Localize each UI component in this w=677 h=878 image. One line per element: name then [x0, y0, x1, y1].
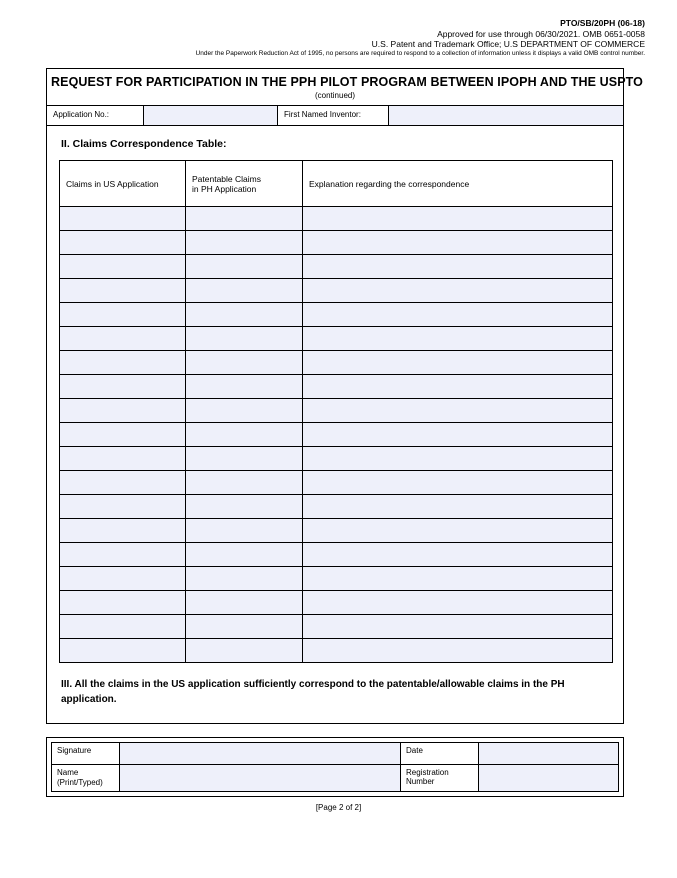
- table-row: [60, 423, 613, 447]
- table-cell[interactable]: [186, 423, 303, 447]
- table-cell[interactable]: [303, 543, 613, 567]
- form-title-box: [47, 69, 644, 106]
- table-cell[interactable]: [303, 327, 613, 351]
- table-cell[interactable]: [303, 255, 613, 279]
- table-row: [60, 543, 613, 567]
- signature-field[interactable]: [120, 743, 401, 765]
- name-label-line1: Name: [57, 768, 79, 777]
- name-label: [52, 765, 120, 792]
- table-cell[interactable]: [60, 303, 186, 327]
- signature-row: [52, 743, 619, 765]
- table-row: [60, 327, 613, 351]
- table-row: [60, 495, 613, 519]
- table-row: [60, 639, 613, 663]
- table-cell[interactable]: [303, 495, 613, 519]
- office-line: U.S. Patent and Trademark Office; U.S DEPARTMENT OF COMMERCE: [371, 39, 645, 50]
- table-cell[interactable]: [186, 447, 303, 471]
- table-cell[interactable]: [303, 423, 613, 447]
- table-cell[interactable]: [186, 591, 303, 615]
- table-row: [60, 567, 613, 591]
- table-cell[interactable]: [186, 639, 303, 663]
- table-cell[interactable]: [60, 639, 186, 663]
- application-no-field[interactable]: [143, 106, 278, 125]
- header-claims-us-application: Claims in US Application: [60, 161, 186, 207]
- table-cell[interactable]: [186, 327, 303, 351]
- table-cell[interactable]: [303, 231, 613, 255]
- signature-frame: [46, 737, 624, 797]
- table-cell[interactable]: [60, 543, 186, 567]
- header-patentable-claims-line2: in PH Application: [192, 183, 257, 194]
- table-cell[interactable]: [303, 639, 613, 663]
- table-cell[interactable]: [60, 375, 186, 399]
- table-row: [60, 231, 613, 255]
- table-row: [60, 351, 613, 375]
- table-cell[interactable]: [60, 231, 186, 255]
- table-cell[interactable]: [186, 303, 303, 327]
- page-title: REQUEST FOR PARTICIPATION IN THE PPH PILOT PROGRAM BETWEEN IPOPH AND THE USPTO: [51, 75, 644, 89]
- table-cell[interactable]: [186, 495, 303, 519]
- table-row: [60, 303, 613, 327]
- name-label-line2: (Print/Typed): [57, 778, 103, 787]
- approval-notice: Approved for use through 06/30/2021. OMB 0651-0058: [437, 28, 645, 39]
- name-row: [52, 765, 619, 792]
- signature-label: Signature: [52, 743, 120, 765]
- table-cell[interactable]: [303, 447, 613, 471]
- table-row: [60, 471, 613, 495]
- application-identification-row: [47, 106, 623, 126]
- table-cell[interactable]: [303, 471, 613, 495]
- table-cell[interactable]: [186, 519, 303, 543]
- section-3-statement: III. All the claims in the US application sufficiently correspond to the patentable/allowable claims in the PH application.: [61, 679, 565, 705]
- main-form-frame: [46, 68, 644, 724]
- document-header: [0, 18, 645, 58]
- first-named-inventor-label: First Named Inventor:: [284, 110, 361, 119]
- page-footer: [Page 2 of 2]: [315, 803, 362, 812]
- table-cell[interactable]: [186, 255, 303, 279]
- table-cell[interactable]: [303, 375, 613, 399]
- page-title-continued: (continued): [314, 91, 356, 100]
- table-cell[interactable]: [186, 375, 303, 399]
- table-cell[interactable]: [303, 615, 613, 639]
- table-row: [60, 207, 613, 231]
- table-cell[interactable]: [303, 279, 613, 303]
- table-cell[interactable]: [186, 471, 303, 495]
- registration-number-field[interactable]: [479, 765, 619, 792]
- table-cell[interactable]: [60, 495, 186, 519]
- table-row: [60, 279, 613, 303]
- table-cell[interactable]: [60, 447, 186, 471]
- table-cell[interactable]: [186, 231, 303, 255]
- table-cell[interactable]: [303, 351, 613, 375]
- table-cell[interactable]: [186, 615, 303, 639]
- form-number: PTO/SB/20PH (06-18): [560, 18, 645, 28]
- table-cell[interactable]: [186, 351, 303, 375]
- table-cell[interactable]: [303, 591, 613, 615]
- table-cell[interactable]: [60, 327, 186, 351]
- table-cell[interactable]: [186, 567, 303, 591]
- header-patentable-claims-ph: [186, 161, 303, 207]
- application-no-label: Application No.:: [53, 110, 110, 119]
- claims-correspondence-table: [59, 160, 613, 663]
- table-row: [60, 375, 613, 399]
- table-cell[interactable]: [303, 399, 613, 423]
- table-cell[interactable]: [60, 279, 186, 303]
- name-field[interactable]: [120, 765, 401, 792]
- claims-table-wrapper: [47, 160, 623, 663]
- table-cell[interactable]: [60, 399, 186, 423]
- table-cell[interactable]: [60, 351, 186, 375]
- table-row: [60, 399, 613, 423]
- table-row: [60, 615, 613, 639]
- table-cell[interactable]: [186, 543, 303, 567]
- table-cell[interactable]: [60, 519, 186, 543]
- table-cell[interactable]: [186, 399, 303, 423]
- table-cell[interactable]: [186, 207, 303, 231]
- first-named-inventor-field[interactable]: [388, 106, 623, 125]
- table-cell[interactable]: [303, 567, 613, 591]
- header-explanation: Explanation regarding the correspondence: [303, 161, 613, 207]
- table-cell[interactable]: [60, 207, 186, 231]
- date-field[interactable]: [479, 743, 619, 765]
- table-cell[interactable]: [303, 303, 613, 327]
- table-row: [60, 519, 613, 543]
- date-label: Date: [401, 743, 479, 765]
- table-cell[interactable]: [303, 519, 613, 543]
- table-row: [60, 255, 613, 279]
- table-cell[interactable]: [60, 471, 186, 495]
- claims-table-body: [60, 207, 613, 663]
- section-2-heading: II. Claims Correspondence Table:: [61, 138, 227, 150]
- table-cell[interactable]: [60, 615, 186, 639]
- table-cell[interactable]: [186, 279, 303, 303]
- header-patentable-claims-line1: Patentable Claims: [192, 173, 261, 184]
- signature-table: [51, 742, 619, 792]
- registration-number-label: Registration Number: [401, 765, 479, 792]
- table-cell[interactable]: [303, 207, 613, 231]
- paperwork-reduction-notice: Under the Paperwork Reduction Act of 1995, no persons are required to respond to a collection of information unless it displays a valid OMB control number.: [195, 49, 645, 57]
- table-cell[interactable]: [60, 255, 186, 279]
- table-row: [60, 447, 613, 471]
- table-row: [60, 591, 613, 615]
- table-cell[interactable]: [60, 423, 186, 447]
- table-header-row: [60, 161, 613, 207]
- table-cell[interactable]: [60, 591, 186, 615]
- table-cell[interactable]: [60, 567, 186, 591]
